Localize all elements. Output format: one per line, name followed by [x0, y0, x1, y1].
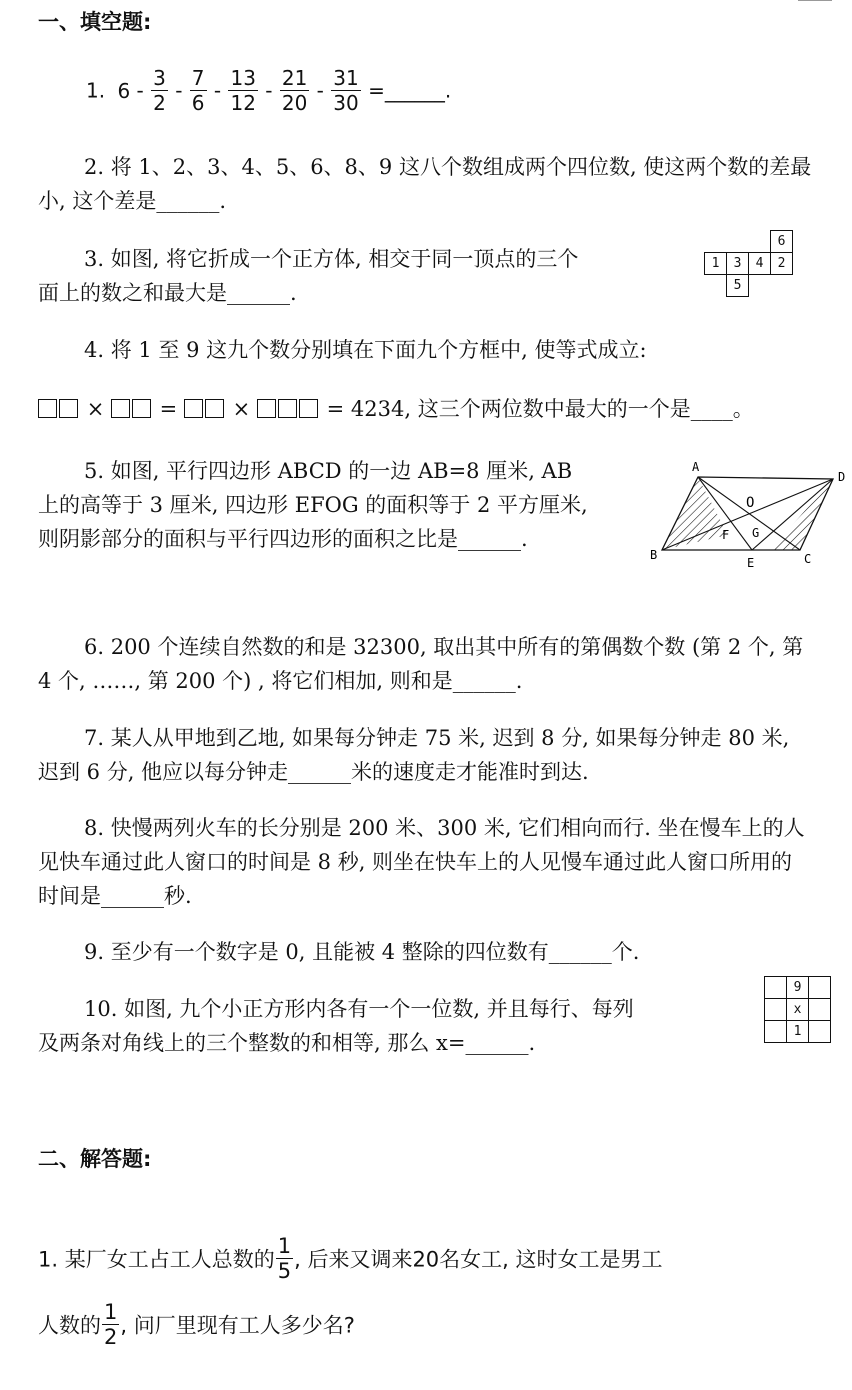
cube-face: 2 — [771, 253, 793, 275]
q1-op: - — [265, 78, 273, 103]
vertex-label: D — [838, 470, 846, 484]
question-5-line1: 5. 如图, 平行四边形 ABCD 的一边 AB=8 厘米, AB — [84, 459, 573, 483]
q1-fraction: $\frac{3}{2}$ — [153, 66, 166, 115]
q1-op: - — [213, 78, 222, 103]
q1-fraction: $\frac{13}{12}$ — [230, 66, 256, 115]
blank-box — [132, 399, 151, 418]
vertex-label: A — [692, 460, 700, 474]
grid-cell: x — [787, 999, 809, 1021]
cube-face: 6 — [771, 231, 793, 253]
q1-fraction: $\frac{21}{20}$ — [281, 66, 308, 115]
blank-box — [111, 399, 130, 418]
question-4-equation: × = × = 4234, 这三个两位数中最大的一个是____。 — [38, 392, 838, 426]
blank-box — [184, 399, 203, 418]
vertex-label: O — [746, 495, 755, 511]
q1-tail: =______. — [368, 78, 452, 103]
grid-cell: 1 — [787, 1021, 809, 1043]
vertex-label: B — [650, 548, 658, 562]
question-6: 6. 200 个连续自然数的和是 32300, 取出其中所有的第偶数个数 (第 2 个, 第 4 个, ……, 第 200 个) , 将它们相加, 则和是______. — [38, 635, 804, 693]
problem-1-line2: 人数的 $\frac{1}{2}$ , 问厂里现有工人多少名? — [38, 1300, 355, 1349]
q1-fraction: $\frac{7}{6}$ — [191, 66, 205, 115]
cube-face: 1 — [705, 253, 727, 275]
question-5-line3: 则阴影部分的面积与平行四边形的面积之比是______. — [38, 527, 528, 551]
q1-op: - — [136, 78, 144, 103]
top-edge-line — [798, 0, 832, 3]
blank-box — [278, 399, 297, 418]
question-7: 7. 某人从甲地到乙地, 如果每分钟走 75 米, 迟到 8 分, 如果每分钟走 80 米, 迟到 6 分, 他应以每分钟走______米的速度走才能准时到达. — [38, 726, 790, 784]
question-5-line2: 上的高等于 3 厘米, 四边形 EFOG 的面积等于 2 平方厘米, — [38, 493, 588, 517]
section-title-solve: 二、解答题: — [38, 1147, 152, 1171]
q1-lead: 6 — [117, 78, 131, 103]
blank-box — [38, 399, 57, 418]
question-3-line1: 3. 如图, 将它折成一个正方体, 相交于同一顶点的三个 — [84, 247, 579, 271]
q1-op: - — [316, 78, 324, 103]
problem-1-line1: 1. 某厂女工占工人总数的 $\frac{1}{5}$ , 后来又调来20名女工, 这时女工是男工 — [38, 1234, 663, 1283]
q1-op: - — [175, 78, 183, 103]
cube-face: 5 — [727, 275, 749, 297]
question-3-line2: 面上的数之和最大是______. — [38, 281, 297, 305]
question-10-line1: 10. 如图, 九个小正方形内各有一个一位数, 并且每行、每列 — [84, 997, 634, 1021]
blank-box — [257, 399, 276, 418]
cube-net-figure — [704, 230, 793, 297]
question-1 — [86, 66, 451, 115]
blank-box — [59, 399, 78, 418]
section-title-fill-blank: 一、填空题: — [38, 10, 152, 34]
question-9: 9. 至少有一个数字是 0, 且能被 4 整除的四位数有______个. — [84, 940, 640, 964]
blank-box — [299, 399, 318, 418]
vertex-label: G — [752, 526, 760, 540]
parallelogram-figure — [640, 455, 852, 575]
question-10-line2: 及两条对角线上的三个整数的和相等, 那么 x=______. — [38, 1031, 536, 1055]
vertex-label: C — [804, 552, 812, 566]
blank-box — [205, 399, 224, 418]
question-2: 2. 将 1、2、3、4、5、6、8、9 这八个数组成两个四位数, 使这两个数的差最小, 这个差是______. — [38, 155, 812, 213]
vertex-label: F — [722, 528, 730, 542]
vertex-label: E — [747, 556, 755, 570]
magic-square-figure — [764, 976, 831, 1043]
cube-face: 4 — [749, 253, 771, 275]
grid-cell: 9 — [787, 977, 809, 999]
question-8: 8. 快慢两列火车的长分别是 200 米、300 米, 它们相向而行. 坐在慢车上的人见快车通过此人窗口的时间是 8 秒, 则坐在快车上的人见慢车通过此人窗口所用的时间是______秒. — [38, 816, 805, 908]
q1-number: 1. — [86, 78, 106, 103]
cube-face: 3 — [727, 253, 749, 275]
q1-fraction: $\frac{31}{30}$ — [333, 66, 359, 115]
question-4-line1: 4. 将 1 至 9 这九个数分别填在下面九个方框中, 使等式成立: — [84, 338, 647, 362]
